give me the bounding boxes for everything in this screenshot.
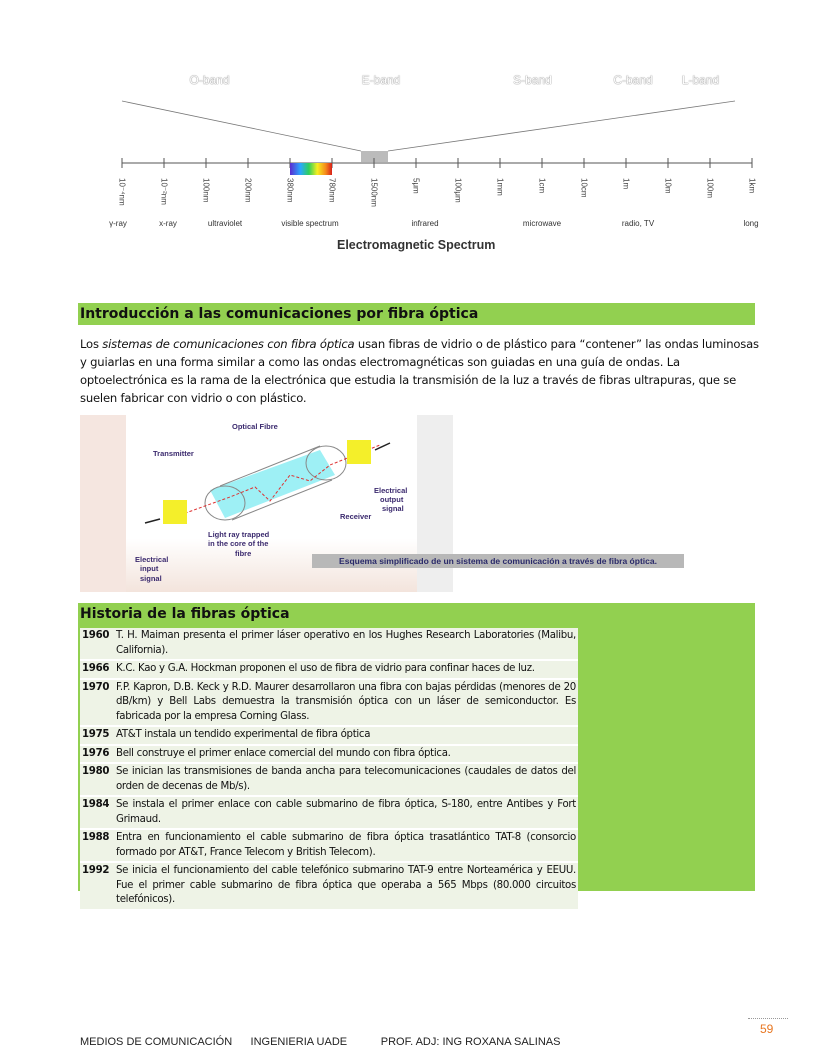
history-event: F.P. Kapron, D.B. Keck y R.D. Maurer desarrollaron una fibra con bajas pérdidas (menores de 20 dB/km) y Bell Labs demuestra la transmisión óptica con un láser de semiconductor. Es fabricada por la empresa Corning Glass. [114,679,578,727]
history-year: 1975 [80,726,114,745]
history-row [80,829,578,862]
history-event: AT&T instala un tendido experimental de fibra óptica [114,726,578,745]
history-year: 1980 [80,763,114,796]
section-history-heading: Historia de la fibras óptica [80,606,290,622]
spectrum-category: γ-ray [109,219,127,228]
spectrum-category: infrared [411,219,439,228]
svg-text:Electrical: Electrical [135,555,169,564]
label-optical-fibre: Optical Fibre [232,422,278,431]
svg-text:Electrical: Electrical [374,486,408,495]
history-row [80,679,578,727]
history-event: Se inicia el funcionamiento del cable telefónico submarino TAT-9 entre Norteamérica y EEUU. Fue el primer cable submarino de fibra óptica que operaba a 565 Mbps (80.000 circuitos telefónicos). [114,862,578,910]
diagram-caption: Esquema simplificado de un sistema de comunicación a través de fibra óptica. [312,554,684,568]
history-row [80,796,578,829]
history-row [80,628,578,660]
history-event: Se inician las transmisiones de banda ancha para telecomunicaciones (caudales de datos del orden de decenas de Mb/s). [114,763,578,796]
history-year: 1988 [80,829,114,862]
history-event: Se instala el primer enlace con cable submarino de fibra óptica, S-180, entre Antibes y Fort Grimaud. [114,796,578,829]
history-row [80,726,578,745]
spectrum-category: ultraviolet [207,219,243,228]
band-s: S-band [513,72,552,87]
svg-text:in the core of the: in the core of the [208,539,269,548]
tick-label: 1500nm [369,178,379,207]
history-year: 1992 [80,862,114,910]
receiver-box [347,440,371,464]
tick-label: 100nm [201,178,211,203]
tick-label: 1km [747,178,757,194]
band-l: L-band [681,72,720,87]
footer: MEDIOS DE COMUNICACIÓN INGENIERIA UADE PROF. ADJ: ING ROXANA SALINAS [80,1036,561,1048]
label-transmitter: Transmitter [153,449,194,458]
history-year: 1976 [80,745,114,764]
spectrum-category: radio, TV [621,219,655,228]
history-year: 1960 [80,628,114,660]
spectrum-title: Electromagnetic Spectrum [337,238,496,252]
tick-label: 10m [663,178,673,194]
tick-label: 1m [621,178,631,190]
section-intro-heading: Introducción a las comunicaciones por fibra óptica [78,303,755,325]
spectrum-category: long [743,219,759,228]
history-table [80,628,578,911]
spectrum-category: microwave [522,219,562,228]
svg-text:input: input [140,564,159,573]
visible-spectrum-gradient [290,163,332,175]
tick-label: 5μm [411,178,421,194]
spectrum-category: visible spectrum [281,219,339,228]
history-event: T. H. Maiman presenta el primer láser operativo en los Hughes Research Laboratories (Malibu, California). [114,628,578,660]
svg-text:Light ray trapped: Light ray trapped [208,530,270,539]
spectrum-category: x-ray [159,219,177,228]
history-row [80,745,578,764]
history-event: Bell construye el primer enlace comercial del mundo con fibra óptica. [114,745,578,764]
tick-label: 1cm [537,178,547,194]
tick-label: 100μm [453,178,463,203]
svg-text:fibre: fibre [235,549,252,558]
spectrum-axis [0,0,816,203]
svg-text:signal: signal [382,504,404,513]
history-row [80,763,578,796]
label-receiver: Receiver [340,512,372,521]
band-c: C-band [613,72,653,87]
tick-label: 380nm [285,178,295,203]
page-number: 59 [760,1022,774,1036]
svg-text:signal: signal [140,574,162,583]
history-event: K.C. Kao y G.A. Hockman proponen el uso de fibra de vidrio para confinar haces de luz. [114,660,578,679]
tick-label: 10⁻⁴nm [117,178,127,206]
transmitter-box [163,500,187,524]
tick-label: 200nm [243,178,253,203]
band-o: O-band [189,72,230,87]
history-year: 1966 [80,660,114,679]
tick-label: 100m [705,178,715,199]
history-row [80,660,578,679]
svg-text:output: output [380,495,404,504]
tick-label: 1mm [495,178,505,196]
history-row [80,862,578,910]
tick-label: 10⁻²nm [159,178,169,205]
tick-label: 10cm [579,178,589,198]
band-e: E-band [361,72,401,87]
history-event: Entra en funcionamiento el cable submarino de fibra óptica trasatlántico TAT-8 (consorcio formado por AT&T, France Telecom y British Telecom). [114,829,578,862]
history-year: 1970 [80,679,114,727]
intro-paragraph: Los sistemas de comunicaciones con fibra óptica usan fibras de vidrio o de plástico para “contener” las ondas luminosas y guiarlas en una forma similar a como las ondas electromagnéticas son guiadas en una guía de ondas. La optoelectrónica es la rama de la electrónica que estudia la transmisión de la luz a través de fibras ultrapuras, que se suelen fabricar con vidrio o con plástico. [80,337,759,405]
tick-label: 780nm [327,178,337,203]
history-year: 1984 [80,796,114,829]
